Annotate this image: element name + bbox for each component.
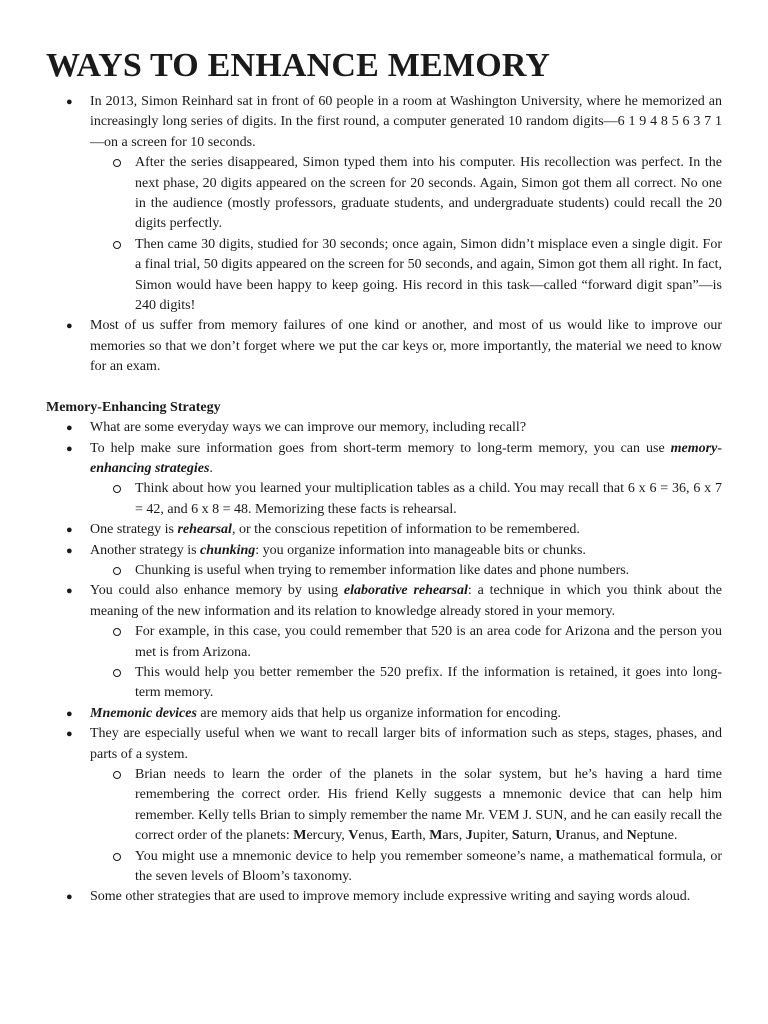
planet-separator: , <box>458 828 466 844</box>
strategy-list <box>46 418 722 908</box>
planet-list <box>293 828 677 843</box>
planet-initial: S <box>511 828 520 844</box>
planet-separator: , and <box>595 828 627 844</box>
list-item: ● You could also enhance memory by using elaborative rehearsal: a technique in which you think about the meaning of the new information and its relation to knowledge already stored in your memory. For example, in this case, you could remember that 520 is an area code for Arizona and the person you met is from Arizona. This would help you better remember the 520 prefix. If the information is retained, it goes into long-term memory. <box>46 581 722 703</box>
sub-list <box>90 561 722 581</box>
planet-separator: , <box>341 828 349 844</box>
list-item: ● To help make sure information goes from short-term memory to long-term memory, you can use memory-enhancing strategies. Think about how you learned your multiplication tables as a child. You may recall that 6 x 6 = 36, 6 x 7 = 42, and 6 x 8 = 48. Memorizing these facts is rehearsal. <box>46 439 722 521</box>
sub-list <box>90 765 722 887</box>
sub-list-item: This would help you better remember the 520 prefix. If the information is retained, it goes into long-term memory. <box>90 663 722 704</box>
document-page <box>46 44 722 908</box>
intro-list <box>46 92 722 378</box>
sub-list-item: Brian needs to learn the order of the planets in the solar system, but he’s having a hard time remembering the correct order. His friend Kelly suggests a mnemonic device that can help him remember. Kelly tells Brian to simply remember the name Mr. VEM J. SUN, and he can easily recall the correct order of the planets: Mercury, Venus, Earth, Mars, Jupiter, Saturn, Uranus, and Neptune. <box>90 765 722 847</box>
list-item: ● Another strategy is chunking: you organize information into manageable bits or chunks. Chunking is useful when trying to remember information like dates and phone numbers. <box>46 541 722 582</box>
list-item: ● Mnemonic devices are memory aids that help us organize information for encoding. <box>46 704 722 724</box>
planet-initial: U <box>555 828 566 844</box>
planet-rest: ercury <box>306 828 342 844</box>
list-item: ● One strategy is rehearsal, or the conscious repetition of information to be remembered. <box>46 520 722 540</box>
list-item: ● They are especially useful when we want to recall larger bits of information such as steps, stages, phases, and parts of a system. Brian needs to learn the order of the planets in the solar system, but he’s having a hard time remembering the correct order. His friend Kelly suggests a mnemonic device that can help him remember. Kelly tells Brian to simply remember the name Mr. VEM J. SUN, and he can easily recall the correct order of the planets: Mercury, Venus, Earth, Mars, Jupiter, Saturn, Uranus, and Neptune. You might use a mnemonic device to help you remember someone’s name, a mathematical formula, or the seven levels of Bloom’s taxonomy. <box>46 724 722 887</box>
sub-list-item: You might use a mnemonic device to help you remember someone’s name, a mathematical formula, or the seven levels of Bloom’s taxonomy. <box>90 847 722 888</box>
planet-initial: V <box>348 828 359 844</box>
planet-rest: ranus <box>565 828 596 844</box>
list-item: ● What are some everyday ways we can improve our memory, including recall? <box>46 418 722 438</box>
list-item: ● Some other strategies that are used to improve memory include expressive writing and saying words aloud. <box>46 887 722 907</box>
key-term: memory-enhancing strategies <box>90 440 722 476</box>
planet-separator: , <box>504 828 512 844</box>
key-term: chunking <box>200 542 256 558</box>
planet-separator: , <box>422 828 430 844</box>
planet-rest: enus <box>358 828 385 844</box>
planet-separator: , <box>548 828 556 844</box>
sub-list <box>90 479 722 520</box>
planet-separator: . <box>674 828 678 844</box>
sub-list-item: Think about how you learned your multiplication tables as a child. You may recall that 6 x 6 = 36, 6 x 7 = 42, and 6 x 8 = 48. Memorizing these facts is rehearsal. <box>90 479 722 520</box>
key-term: elaborative rehearsal <box>343 583 468 599</box>
page-title: WAYS TO ENHANCE MEMORY <box>46 47 551 84</box>
key-term: Mnemonic devices <box>90 705 197 721</box>
section-heading: Memory-Enhancing Strategy <box>46 399 221 415</box>
planet-initial: M <box>429 828 443 844</box>
sub-list-item: For example, in this case, you could remember that 520 is an area code for Arizona and the person you met is from Arizona. <box>90 622 722 663</box>
sub-list <box>90 153 722 316</box>
list-item: ● In 2013, Simon Reinhard sat in front of 60 people in a room at Washington University, where he memorized an increasingly long series of digits. In the first round, a computer generated 10 random digits—6 1 9 4 8 5 6 3 7 1—on a screen for 10 seconds. After the series disappeared, Simon typed them into his computer. His recollection was perfect. In the next phase, 20 digits appeared on the screen for 20 seconds. Again, Simon got them all correct. No one in the audience (mostly professors, graduate students, and undergraduate students) could recall the 20 digits perfectly. Then came 30 digits, studied for 30 seconds; once again, Simon didn’t misplace even a single digit. For a final trial, 50 digits appeared on the screen for 50 seconds, and again, Simon got them all right. In fact, Simon would have been happy to keep going. His record in this task—called “forward digit span”—is 240 digits! <box>46 92 722 316</box>
sub-list-item: Then came 30 digits, studied for 30 seconds; once again, Simon didn’t misplace even a single digit. For a final trial, 50 digits appeared on the screen for 50 seconds, and again, Simon got them all right. In fact, Simon would have been happy to keep going. His record in this task—called “forward digit span”—is 240 digits! <box>90 235 722 317</box>
sub-list-item: After the series disappeared, Simon typed them into his computer. His recollection was perfect. In the next phase, 20 digits appeared on the screen for 20 seconds. Again, Simon got them all correct. No one in the audience (mostly professors, graduate students, and undergraduate students) could recall the 20 digits perfectly. <box>90 153 722 235</box>
planet-rest: arth <box>400 828 423 844</box>
planet-initial: M <box>293 828 307 844</box>
key-term: rehearsal <box>177 522 232 538</box>
planet-initial: J <box>465 828 473 844</box>
planet-rest: upiter <box>472 828 505 844</box>
sub-list-item: Chunking is useful when trying to remember information like dates and phone numbers. <box>90 561 722 581</box>
planet-rest: ars <box>442 828 459 844</box>
planet-rest: eptune <box>636 828 675 844</box>
planet-separator: , <box>384 828 392 844</box>
planet-initial: E <box>391 828 401 844</box>
sub-list <box>90 622 722 704</box>
planet-rest: aturn <box>519 828 549 844</box>
planet-initial: N <box>626 828 637 844</box>
list-item: ● Most of us suffer from memory failures of one kind or another, and most of us would like to improve our memories so that we don’t forget where we put the car keys or, more importantly, the material we need to know for an exam. <box>46 316 722 377</box>
